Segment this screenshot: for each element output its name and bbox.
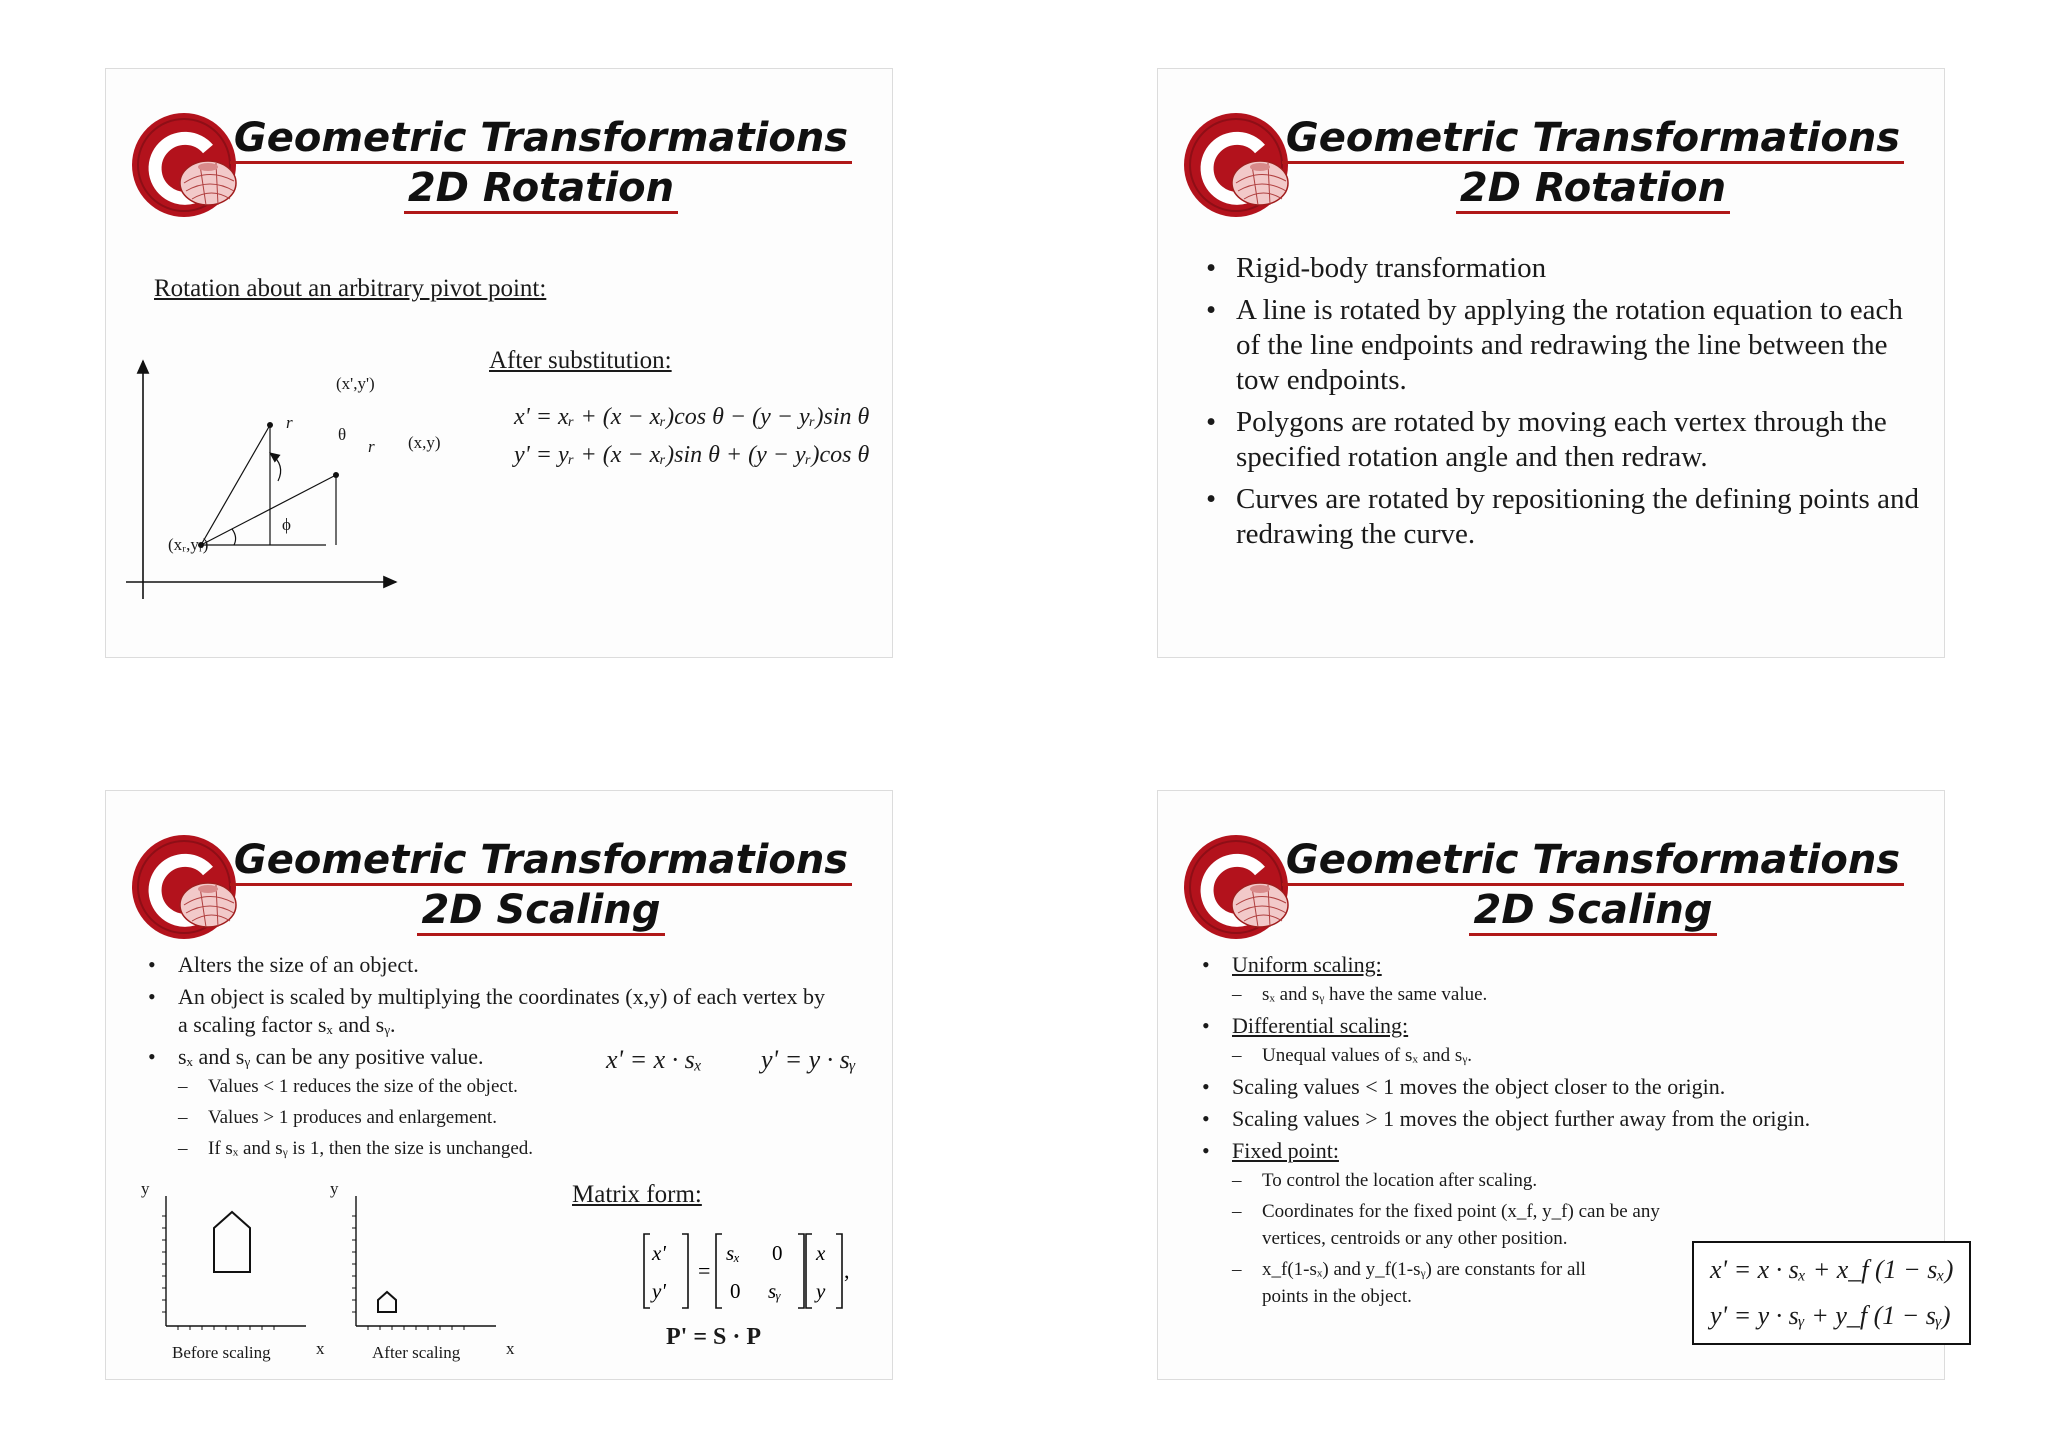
- title-line-2: 2D Rotation: [1456, 165, 1730, 214]
- list-item: • Rigid-body transformation: [1206, 251, 1926, 286]
- before-y-label: y: [141, 1179, 150, 1198]
- title-line-2: 2D Rotation: [404, 165, 678, 214]
- rotation-diagram: [126, 349, 426, 609]
- title-line-1: Geometric Transformations: [1282, 837, 1904, 886]
- sub-list-item: – Values < 1 reduces the size of the object.: [178, 1073, 868, 1100]
- after-substitution-label: After substitution:: [489, 347, 672, 374]
- rotation-eq-y: y' = yᵣ + (x − xᵣ)sin θ + (y − yᵣ)cos θ: [514, 442, 870, 468]
- sub-list-item: – Unequal values of sₓ and sᵧ.: [1232, 1042, 1922, 1069]
- label-r-2: r: [368, 437, 375, 456]
- slide-rotation-pivot: [105, 68, 893, 658]
- slide-title: [1278, 113, 1908, 213]
- sub-list-item: – If sₓ and sᵧ is 1, then the size is unchanged.: [178, 1135, 868, 1162]
- matrix-equation: P' = S · P: [666, 1324, 762, 1350]
- scaling-plots: [136, 1176, 496, 1356]
- list-item-text: Differential scaling:: [1232, 1013, 1409, 1038]
- matrix-rhs-0: x: [816, 1241, 826, 1265]
- list-item: • Polygons are rotated by moving each vertex through the specified rotation angle and then redraw.: [1206, 405, 1926, 475]
- before-scaling-caption: Before scaling: [172, 1343, 271, 1362]
- label-rotated-point: (x',y'): [336, 374, 375, 393]
- list-item: [148, 1043, 868, 1162]
- before-x-label: x: [316, 1339, 325, 1358]
- svg-text:=: =: [698, 1258, 711, 1283]
- list-item: • Curves are rotated by repositioning the defining points and redrawing the curve.: [1206, 482, 1926, 552]
- label-r-1: r: [286, 413, 293, 432]
- title-line-1: Geometric Transformations: [230, 837, 852, 886]
- title-line-1: Geometric Transformations: [1282, 115, 1904, 164]
- slide-title: [226, 835, 856, 935]
- matrix-s-10: 0: [730, 1279, 741, 1303]
- sub-list: [1232, 981, 1922, 1008]
- house-shape-small: [378, 1292, 396, 1312]
- after-x-label: x: [506, 1339, 515, 1358]
- sub-list-item: – Coordinates for the fixed point (x_f, y_f) can be any vertices, centroids or any other position.: [1232, 1198, 1682, 1252]
- fixed-eq-x: x' = x · sₓ + x_f (1 − sₓ): [1710, 1255, 1954, 1284]
- before-plot: [162, 1196, 306, 1330]
- list-item-text: Fixed point:: [1232, 1138, 1339, 1163]
- list-item: • Scaling values < 1 moves the object closer to the origin.: [1202, 1073, 1922, 1101]
- scaling-matrix: [636, 1226, 866, 1316]
- sub-list-item: – x_f(1-sₓ) and y_f(1-sᵧ) are constants for all points in the object.: [1232, 1256, 1592, 1310]
- label-theta: θ: [338, 425, 347, 444]
- list-item: [1202, 1012, 1922, 1069]
- house-shape-large: [214, 1212, 250, 1272]
- pivot-subtitle: Rotation about an arbitrary pivot point:: [154, 275, 547, 302]
- list-item: • An object is scaled by multiplying the coordinates (x,y) of each vertex by a scaling factor sₓ and sᵧ.: [148, 983, 838, 1039]
- sub-list-item: – sₓ and sᵧ have the same value.: [1232, 981, 1922, 1008]
- rotation-bullets: [1206, 251, 1926, 559]
- svg-text:,: ,: [844, 1258, 850, 1283]
- label-phi: ϕ: [282, 515, 291, 534]
- list-item: • Scaling values > 1 moves the object further away from the origin.: [1202, 1105, 1922, 1133]
- matrix-s-00: sₓ: [726, 1241, 741, 1265]
- list-item: • Alters the size of an object.: [148, 951, 868, 979]
- scale-eq-x: x' = x · sₓ: [606, 1045, 703, 1074]
- slide-rotation-notes: [1157, 68, 1945, 658]
- after-plot: [352, 1196, 496, 1330]
- matrix-lhs-1: y': [652, 1279, 666, 1303]
- label-original-point: (x,y): [408, 433, 441, 452]
- matrix-s-01: 0: [772, 1241, 783, 1265]
- slide-title: [1278, 835, 1908, 935]
- label-pivot: (xᵣ,yᵣ): [168, 535, 209, 554]
- after-scaling-caption: After scaling: [372, 1343, 461, 1362]
- matrix-lhs-0: x': [652, 1241, 666, 1265]
- list-item: [1202, 951, 1922, 1008]
- theta-arc: [270, 453, 281, 481]
- sub-list-item: – To control the location after scaling.: [1232, 1167, 1922, 1194]
- fixed-eq-y: y' = y · sᵧ + y_f (1 − sᵧ): [1710, 1301, 1951, 1330]
- scaling-bullets: [148, 951, 868, 1166]
- list-item-text: sₓ and sᵧ can be any positive value.: [178, 1044, 484, 1069]
- list-item-text: Uniform scaling:: [1232, 952, 1382, 977]
- sub-list: [1232, 1042, 1922, 1069]
- sub-list-item: – Values > 1 produces and enlargement.: [178, 1104, 868, 1131]
- title-line-2: 2D Scaling: [417, 887, 664, 936]
- list-item: • A line is rotated by applying the rotation equation to each of the line endpoints and redrawing the line between the tow endpoints.: [1206, 293, 1926, 398]
- slide-scaling-basics: [105, 790, 893, 1380]
- matrix-s-11: sᵧ: [768, 1279, 782, 1303]
- phi-arc: [232, 529, 236, 545]
- matrix-form-label: Matrix form:: [572, 1181, 702, 1208]
- scale-eq-y: y' = y · sᵧ: [761, 1045, 856, 1074]
- title-line-2: 2D Scaling: [1469, 887, 1716, 936]
- slide-title: [226, 113, 856, 213]
- fixed-point-equations: [1692, 1241, 1971, 1345]
- rotation-eq-x: x' = xᵣ + (x − xᵣ)cos θ − (y − yᵣ)sin θ: [514, 404, 870, 430]
- matrix-rhs-1: y: [816, 1279, 826, 1303]
- title-line-1: Geometric Transformations: [230, 115, 852, 164]
- slide-scaling-fixed-point: [1157, 790, 1954, 1380]
- sub-list: [178, 1073, 868, 1162]
- after-y-label: y: [330, 1179, 339, 1198]
